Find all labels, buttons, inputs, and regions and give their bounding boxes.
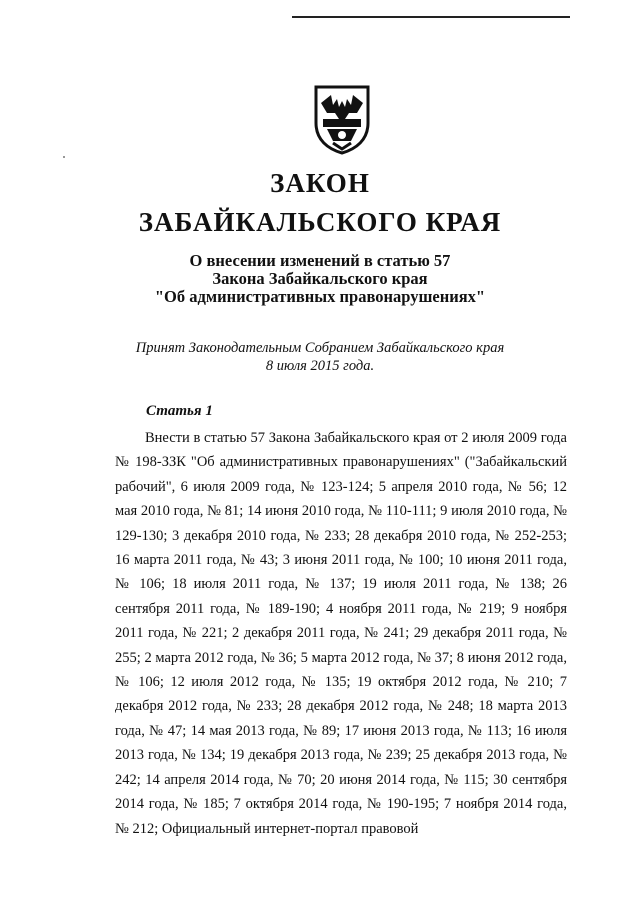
law-title: ЗАКОН xyxy=(270,168,370,198)
adoption-line: Принят Законодательным Собранием Забайкальского края xyxy=(135,340,505,356)
adoption-note xyxy=(0,339,640,375)
law-region-title: ЗАБАЙКАЛЬСКОГО КРАЯ xyxy=(138,207,502,237)
article-body xyxy=(115,426,567,841)
subtitle-line: Закона Забайкальского края xyxy=(212,269,428,288)
scan-speck xyxy=(63,156,65,158)
top-rule xyxy=(292,16,570,18)
adoption-date: 8 июля 2015 года. xyxy=(265,358,375,374)
subtitle-line: "Об административных правонарушениях" xyxy=(154,287,486,306)
article-heading: Статья 1 xyxy=(146,403,213,419)
subtitle-line: О внесении изменений в статью 57 xyxy=(189,251,451,270)
coat-of-arms-icon xyxy=(311,83,373,155)
law-subtitle xyxy=(0,252,640,306)
article-paragraph: Внести в статью 57 Закона Забайкальского края от 2 июля 2009 года № 198-ЗЗК "Об административных правонарушениях" ("Забайкальский рабочий", 6 июля 2009 года, № 123-124; 5 апреля 2010 года, № 56; 12 мая 2010 года, № 81; 14 июня 2010 года, № 110-111; 9 июля 2010 года, № 129-130; 3 декабря 2010 года, № 233; 28 декабря 2010 года, № 252-253; 16 марта 2011 года, № 43; 3 июня 2011 года, № 100; 10 июня 2011 года, № 106; 18 июля 2011 года, № 137; 19 июля 2011 года, № 138; 26 сентября 2011 года, № 189-190; 4 ноября 2011 года, № 219; 9 ноября 2011 года, № 221; 2 декабря 2011 года, № 241; 29 декабря 2011 года, № 255; 2 марта 2012 года, № 36; 5 марта 2012 года, № 37; 8 июня 2012 года, № 106; 12 июля 2012 года, № 135; 19 октября 2012 года, № 210; 7 декабря 2012 года, № 233; 28 декабря 2012 года, № 248; 18 марта 2013 года, № 47; 14 мая 2013 года, № 89; 17 июня 2013 года, № 113; 16 июля 2013 года, № 134; 19 декабря 2013 года, № 239; 25 декабря 2013 года, № 242; 14 апреля 2014 года, № 70; 20 июня 2014 года, № 115; 30 сентября 2014 года, № 185; 7 октября 2014 года, № 190-195; 7 ноября 2014 года, № 212; Официальный интернет-портал правовой xyxy=(115,430,567,837)
